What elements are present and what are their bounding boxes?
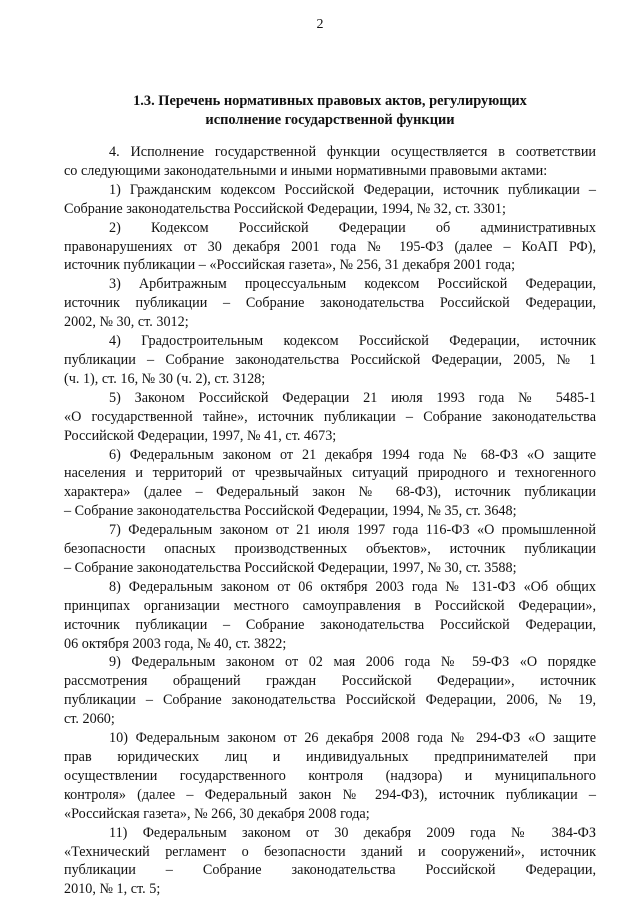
paragraph-line: 2002, № 30, ст. 3012; — [64, 314, 189, 331]
paragraph-line: 4) Градостроительным кодексом Российской Федерации, источник — [109, 333, 596, 350]
paragraph-line: 1) Гражданским кодексом Российской Федерации, источник публикации – — [109, 181, 596, 198]
paragraph-line: «О государственной тайне», источник публикации – Собрание законодательства — [64, 408, 596, 425]
paragraph-item-7 — [64, 521, 596, 578]
paragraph-line: 6) Федеральным законом от 21 декабря 1994 года № 68-ФЗ «О защите — [109, 446, 596, 463]
paragraph-item-10 — [64, 729, 596, 824]
paragraph-item-8 — [64, 578, 596, 654]
paragraph-line: 4. Исполнение государственной функции осуществляется в соответствии — [109, 144, 596, 160]
paragraph-line: 2010, № 1, ст. 5; — [64, 881, 161, 898]
paragraph-item-4 — [64, 332, 596, 389]
paragraph-line: со следующими законодательными и иными нормативными правовыми актами: — [64, 162, 548, 179]
paragraph-line: характера» (далее – Федеральный закон № 68-ФЗ), источник публикации — [64, 484, 596, 501]
paragraph-line: Российской Федерации, 1997, № 41, ст. 4673; — [64, 427, 337, 444]
paragraph-line: 06 октября 2003 года, № 40, ст. 3822; — [64, 635, 287, 652]
section-heading — [60, 92, 600, 130]
paragraph-line: «Технический регламент о безопасности зданий и сооружений», источник — [64, 843, 596, 860]
paragraph-line: рассмотрения обращений граждан Российской Федерации», источник — [64, 673, 596, 690]
paragraph-line: населения и территорий от чрезвычайных ситуаций природного и техногенного — [64, 465, 596, 482]
paragraph-line: 10) Федеральным законом от 26 декабря 2008 года № 294-ФЗ «О защите — [109, 730, 596, 747]
paragraph-line: – Собрание законодательства Российской Федерации, 1997, № 30, ст. 3588; — [64, 559, 517, 576]
section-heading-line-1: 1.3. Перечень нормативных правовых актов, регулирующих — [133, 93, 527, 109]
paragraph-line: публикации – Собрание законодательства Российской Федерации, 2006, № 19, — [64, 692, 596, 709]
paragraph-line: осуществлении государственного контроля (надзора) и муниципального — [64, 767, 596, 784]
paragraph-line: правонарушениях от 30 декабря 2001 года № 195-ФЗ (далее – КоАП РФ), — [64, 238, 596, 255]
paragraph-line: – Собрание законодательства Российской Федерации, 1994, № 35, ст. 3648; — [64, 503, 517, 520]
paragraph-item-2 — [64, 219, 596, 276]
paragraph-line: 9) Федеральным законом от 02 мая 2006 года № 59-ФЗ «О порядке — [109, 654, 596, 671]
paragraph-item-1 — [64, 181, 596, 219]
paragraph-line: безопасности опасных производственных объектов», источник публикации — [64, 541, 596, 558]
paragraph-item-11 — [64, 824, 596, 900]
paragraph-line: принципах организации местного самоуправления в Российской Федерации», — [64, 597, 596, 614]
paragraph-line: «Российская газета», № 266, 30 декабря 2008 года; — [64, 805, 370, 822]
paragraph-item-3 — [64, 275, 596, 332]
paragraph-line: публикации – Собрание законодательства Российской Федерации, — [64, 862, 596, 879]
paragraph-line: публикации – Собрание законодательства Российской Федерации, 2005, № 1 — [64, 351, 596, 368]
paragraph-line: контроля» (далее – Федеральный закон № 294-ФЗ), источник публикации – — [64, 786, 596, 803]
paragraph-line: 7) Федеральным законом от 21 июля 1997 года 116-ФЗ «О промышленной — [109, 522, 596, 539]
paragraph-line: источник публикации – Собрание законодательства Российской Федерации, — [64, 616, 596, 633]
paragraph-line: 3) Арбитражным процессуальным кодексом Российской Федерации, — [109, 276, 596, 293]
paragraph-line: 11) Федеральным законом от 30 декабря 2009 года № 384-ФЗ — [109, 824, 596, 841]
paragraph-line: Собрание законодательства Российской Федерации, 1994, № 32, ст. 3301; — [64, 200, 506, 217]
paragraph-item-6 — [64, 446, 596, 522]
paragraph-line: источник публикации – «Российская газета», № 256, 31 декабря 2001 года; — [64, 257, 516, 274]
paragraph-line: 2) Кодексом Российской Федерации об административных — [109, 219, 596, 236]
paragraph-line: (ч. 1), ст. 16, № 30 (ч. 2), ст. 3128; — [64, 370, 266, 387]
paragraph-intro — [64, 143, 596, 181]
paragraph-line: 8) Федеральным законом от 06 октября 2003 года № 131-ФЗ «Об общих — [109, 578, 596, 595]
paragraph-item-5 — [64, 389, 596, 446]
paragraph-item-9 — [64, 653, 596, 729]
paragraph-line: прав юридических лиц и индивидуальных предпринимателей при — [64, 749, 596, 765]
page-number: 2 — [316, 17, 324, 32]
paragraph-line: источник публикации – Собрание законодательства Российской Федерации, — [64, 295, 596, 312]
paragraph-line: ст. 2060; — [64, 711, 115, 728]
paragraph-line: 5) Законом Российской Федерации 21 июля 1993 года № 5485-1 — [109, 389, 596, 406]
section-heading-line-2: исполнение государственной функции — [205, 112, 455, 128]
document-body — [64, 143, 596, 899]
